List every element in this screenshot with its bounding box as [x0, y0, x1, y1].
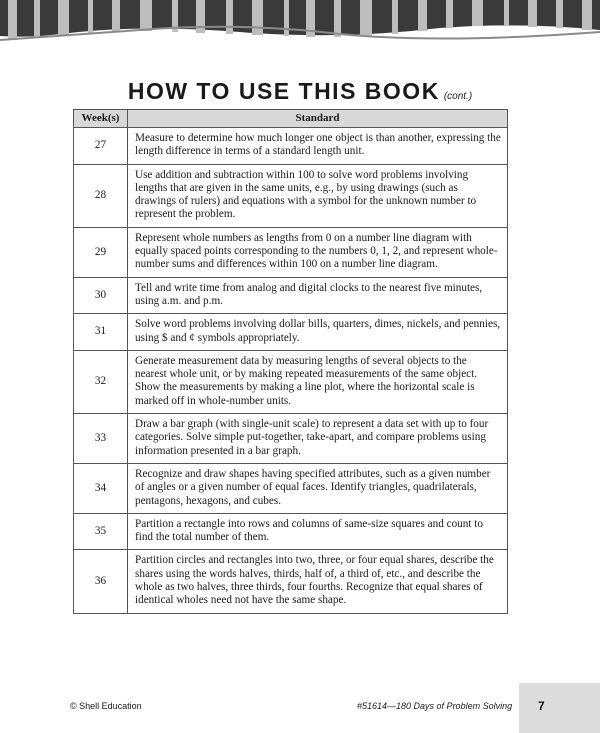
standards-table [73, 109, 508, 614]
table-row [74, 513, 508, 550]
week-cell: 36 [74, 550, 128, 613]
page-number: 7 [538, 699, 545, 713]
title-text: HOW TO USE THIS BOOK [127, 78, 440, 104]
standard-cell: Draw a bar graph (with single-unit scale) to represent a data set with up to four categories. Solve simple put-together, take-apart, and compare problems using information presented in a bar graph. [128, 414, 508, 464]
standard-cell: Use addition and subtraction within 100 to solve word problems involving lengths that are given in the same units, e.g., by using drawings (such as drawings of rulers) and equations with a symbol for the unknown number to represent the problem. [128, 164, 508, 227]
page-number-tab [519, 683, 600, 733]
decorative-banner [0, 0, 600, 60]
table-row [74, 164, 508, 227]
table-row [74, 463, 508, 513]
week-cell: 31 [74, 314, 128, 351]
standard-cell: Measure to determine how much longer one object is than another, expressing the length difference in terms of a standard length unit. [128, 128, 508, 165]
table-row [74, 277, 508, 314]
week-cell: 33 [74, 414, 128, 464]
table-row [74, 550, 508, 613]
week-cell: 29 [74, 227, 128, 277]
table-row [74, 227, 508, 277]
standard-cell: Partition circles and rectangles into two, three, or four equal shares, describe the shares using the words halves, thirds, half of, a third of, etc., and describe the whole as two halves, three thirds, four fourths. Recognize that equal shares of identical wholes need not have the same shape. [128, 550, 508, 613]
week-cell: 30 [74, 277, 128, 314]
publisher-credit: © Shell Education [70, 701, 142, 711]
table-row [74, 350, 508, 413]
week-cell: 35 [74, 513, 128, 550]
product-code: #51614—180 Days of Problem Solving [357, 701, 513, 711]
week-column-header: Week(s) [74, 110, 128, 128]
week-cell: 34 [74, 463, 128, 513]
standard-cell: Tell and write time from analog and digital clocks to the nearest five minutes, using a.m. and p.m. [128, 277, 508, 314]
standard-cell: Partition a rectangle into rows and columns of same-size squares and count to find the total number of them. [128, 513, 508, 550]
table-row [74, 414, 508, 464]
standard-cell: Represent whole numbers as lengths from 0 on a number line diagram with equally spaced points corresponding to the numbers 0, 1, 2, and represent whole-number sums and differences within 100 on a number line diagram. [128, 227, 508, 277]
table-row [74, 314, 508, 351]
title-subtitle: (cont.) [443, 91, 473, 102]
week-cell: 32 [74, 350, 128, 413]
table-header-row [74, 110, 508, 128]
standard-cell: Generate measurement data by measuring lengths of several objects to the nearest whole unit, or by making repeated measurements of the same object. Show the measurements by making a line plot, where the horizontal scale is marked off in whole-number units. [128, 350, 508, 413]
standard-column-header: Standard [128, 110, 508, 128]
standard-cell: Recognize and draw shapes having specified attributes, such as a given number of angles or a given number of equal faces. Identify triangles, quadrilaterals, pentagons, hexagons, and cubes. [128, 463, 508, 513]
week-cell: 28 [74, 164, 128, 227]
table-row [74, 128, 508, 165]
week-cell: 27 [74, 128, 128, 165]
standard-cell: Solve word problems involving dollar bills, quarters, dimes, nickels, and pennies, using $ and ¢ symbols appropriately. [128, 314, 508, 351]
page-title [0, 78, 600, 105]
